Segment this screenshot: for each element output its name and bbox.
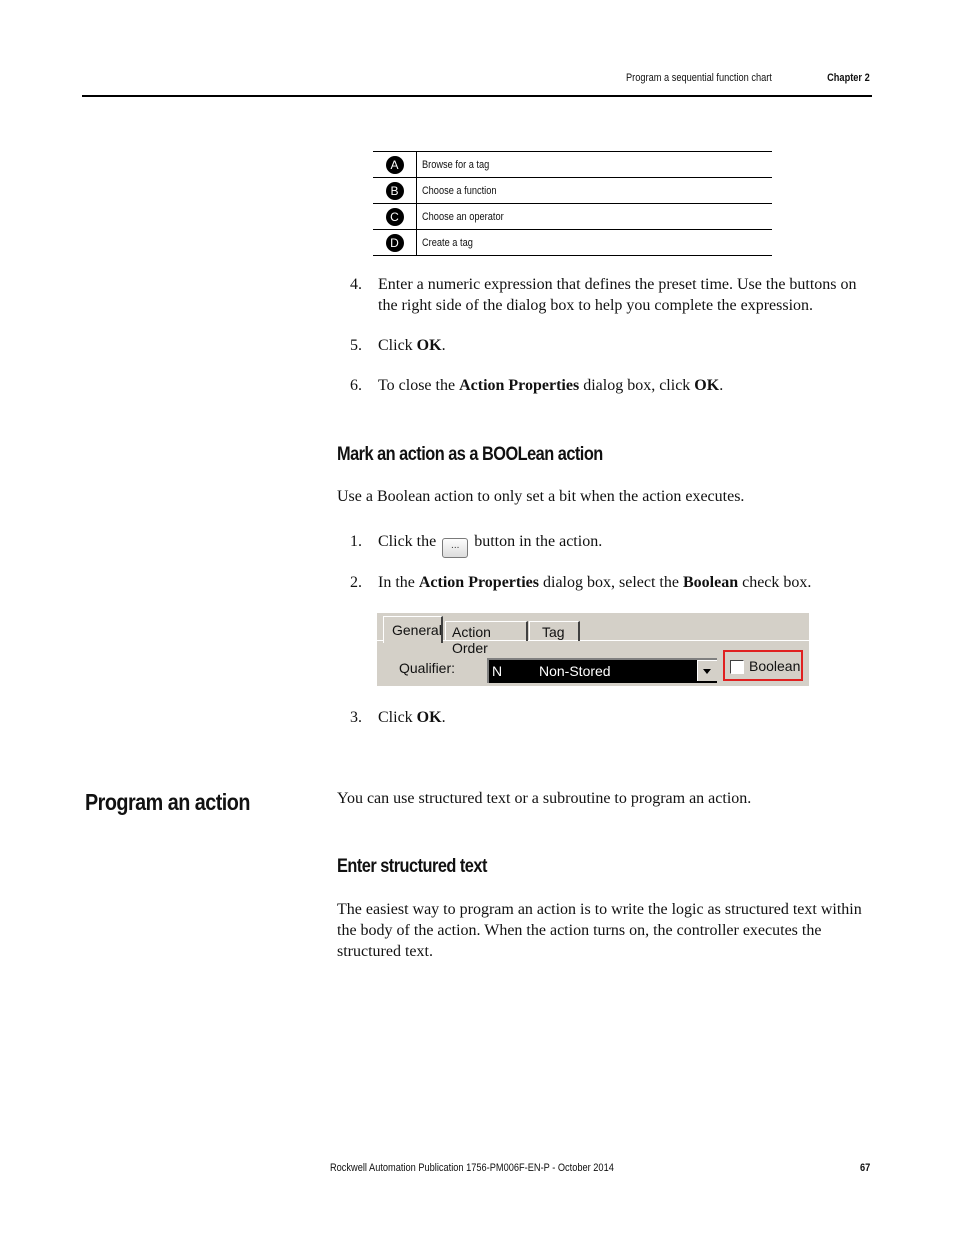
step-number: 4. <box>350 276 362 293</box>
legend-text: Browse for a tag <box>422 158 490 171</box>
heading-structured-text: Enter structured text <box>337 856 487 877</box>
qualifier-label: Qualifier: <box>399 660 456 676</box>
ellipsis-button-icon: ... <box>442 538 468 558</box>
boolean-step-2-text: In the Action Properties dialog box, select the Boolean check box. <box>378 574 812 591</box>
running-header-section: Program a sequential function chart <box>626 72 772 84</box>
callout-marker-d: D <box>386 234 404 252</box>
tab-tag[interactable]: Tag <box>529 621 580 641</box>
boolean-intro: Use a Boolean action to only set a bit when the action executes. <box>337 488 745 505</box>
step-4-text: Enter a numeric expression that defines the preset time. Use the buttons on the right side of the dialog box to help you complete the expression. <box>378 276 857 314</box>
step-number: 6. <box>350 377 362 394</box>
running-header-chapter: Chapter 2 <box>827 72 870 84</box>
legend-row <box>373 152 772 178</box>
legend-row <box>373 204 772 230</box>
qualifier-select[interactable] <box>487 658 717 683</box>
callout-marker-c: C <box>386 208 404 226</box>
step-5-text: Click OK. <box>378 337 446 354</box>
step-number: 3. <box>350 709 362 726</box>
qualifier-value: Non-Stored <box>539 663 611 679</box>
structured-text-body: The easiest way to program an action is to write the logic as structured text within the body of the action. When the action turns on, the controller executes the structured text. <box>337 901 862 960</box>
legend-text: Choose a function <box>422 184 497 197</box>
header-rule <box>82 95 872 97</box>
callout-marker-a: A <box>386 156 404 174</box>
heading-boolean-action: Mark an action as a BOOLean action <box>337 444 603 465</box>
action-properties-dialog-excerpt <box>377 613 809 686</box>
boolean-checkbox[interactable] <box>730 660 744 674</box>
step-6-text: To close the Action Properties dialog box, click OK. <box>378 377 724 394</box>
step-number: 2. <box>350 574 362 591</box>
boolean-label: Boolean <box>749 658 801 674</box>
callout-marker-b: B <box>386 182 404 200</box>
legend-text: Create a tag <box>422 236 473 249</box>
legend-row <box>373 178 772 204</box>
page-number: 67 <box>859 1162 870 1174</box>
legend-text: Choose an operator <box>422 210 504 223</box>
legend-row <box>373 230 772 256</box>
tab-general[interactable]: General <box>383 616 443 643</box>
boolean-step-1-text: Click the ... button in the action. <box>378 531 602 558</box>
boolean-step-3-text: Click OK. <box>378 709 446 726</box>
boolean-highlight-box <box>723 650 803 681</box>
step-number: 5. <box>350 337 362 354</box>
program-intro: You can use structured text or a subroutine to program an action. <box>337 790 752 807</box>
chevron-down-icon[interactable] <box>697 660 717 681</box>
step-number: 1. <box>350 533 362 550</box>
footer-publication: Rockwell Automation Publication 1756-PM006F-EN-P - October 2014 <box>330 1162 614 1174</box>
heading-program-action: Program an action <box>85 789 250 815</box>
qualifier-code: N <box>492 663 503 679</box>
callout-legend-table <box>373 151 772 256</box>
tab-action-order[interactable]: Action Order <box>445 621 528 641</box>
